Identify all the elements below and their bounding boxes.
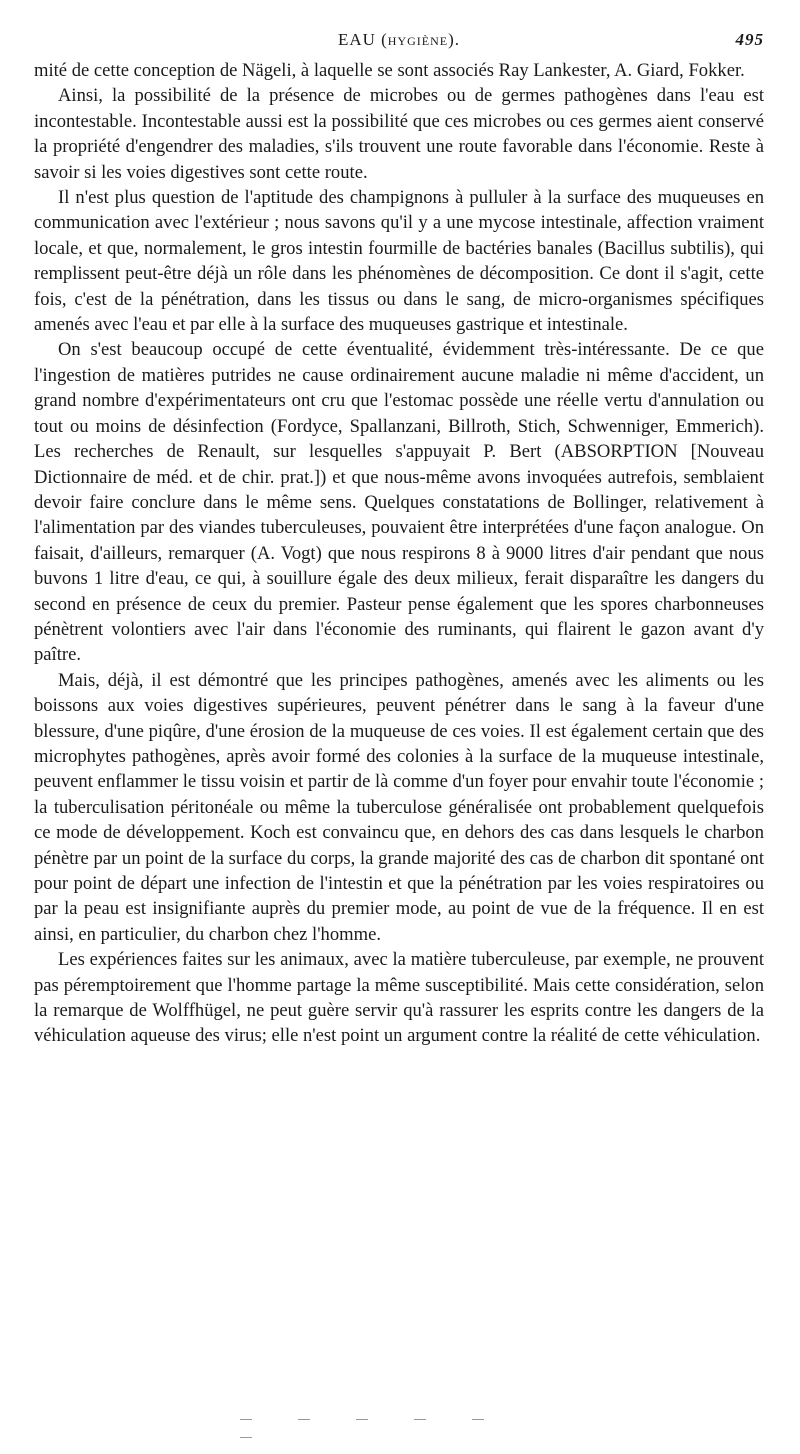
dash-mark (240, 1437, 252, 1438)
page-number: 495 (735, 30, 764, 49)
paragraph: mité de cette conception de Nägeli, à laquelle se sont associés Ray Lankester, A. Giard, Fokker. (34, 60, 745, 81)
title-small-caps: HYGIÈNE (387, 34, 449, 48)
running-header (34, 30, 764, 58)
paragraph: Il n'est plus question de l'aptitude des champignons à pulluler à la surface des muqueuses en communication avec l'extérieur ; nous savons qu'il y a une mycose intestinale, affection vraiment locale, et que, normalement, le gros intestin fourmille de bactéries banales (Bacillus subtilis), qui remplissent peut-être déjà un rôle dans les phénomènes de décomposition. Ce dont il s'agit, cette fois, c'est de la pénétration, dans les tissus ou dans le sang, de micro-organismes spécifiques amenés avec l'eau et par elle à la surface des muqueuses gastrique et intestinale. (34, 187, 764, 336)
page (34, 30, 764, 1049)
paragraph: On s'est beaucoup occupé de cette éventualité, évidemment très-intéressante. De ce que l'ingestion de matières putrides ne cause ordinairement aucune maladie ni même d'accident, un grand nombre d'expérimentateurs ont cru que l'estomac possède une réelle vertu d'annulation ou tout ou moins de désinfection (Fordyce, Spallanzani, Billroth, Stich, Schwenniger, Emmerich). Les recherches de Renault, sur lesquelles s'appuyait P. Bert (ABSORPTION [Nouveau Dictionnaire de méd. et de chir. prat.]) et que nous-même avons invoquées autrefois, semblaient devoir faire conclure dans le même sens. Quelques constatations de Bollinger, relativement à l'alimentation par des viandes tuberculeuses, pouvaient être interprétées d'une façon analogue. On faisait, d'ailleurs, remarquer (A. Vogt) que nous respirons 8 à 9000 litres d'air pendant que nous buvons 1 litre d'eau, ce qui, à souillure égale des deux milieux, ferait disparaître les dangers du second en présence de ceux du premier. Pasteur pense également que les spores charbonneuses pénètrent volontiers avec l'air dans l'économie des ruminants, qui flairent le gazon avant d'y paître. (34, 339, 764, 666)
dash-mark (414, 1419, 426, 1420)
title-end: ). (448, 30, 461, 49)
dash-mark (298, 1419, 310, 1420)
dash-mark (356, 1419, 368, 1420)
title-main: EAU ( (337, 30, 388, 49)
dash-mark (240, 1419, 252, 1420)
body-text (34, 58, 764, 1049)
paragraph: Les expériences faites sur les animaux, avec la matière tuberculeuse, par exemple, ne prouvent pas péremptoirement que l'homme partage la même susceptibilité. Mais cette considération, selon la remarque de Wolffhügel, ne peut guère servir qu'à rassurer les esprits contre les dangers de la véhiculation aqueuse des virus; elle n'est point un argument contre la réalité de cette véhiculation. (34, 949, 764, 1047)
footer-marks (240, 1410, 580, 1420)
dash-mark (472, 1419, 484, 1420)
running-title (34, 30, 764, 50)
paragraph: Ainsi, la possibilité de la présence de microbes ou de germes pathogènes dans l'eau est incontestable. Incontestable aussi est la possibilité que ces microbes ou ces germes aient conservé la propriété d'engendrer des maladies, s'ils trouvent une route favorable dans l'économie. Reste à savoir si les voies digestives sont cette route. (34, 85, 764, 183)
paragraph: Mais, déjà, il est démontré que les principes pathogènes, amenés avec les aliments ou les boissons aux voies digestives supérieures, peuvent pénétrer dans le sang à la faveur d'une blessure, d'une piqûre, d'une érosion de la muqueuse de ces voies. Il est également certain que des microphytes pathogènes, après avoir formé des colonies à la surface de la muqueuse intestinale, peuvent enflammer le tissu voisin et partir de là comme d'un foyer pour envahir toute l'économie ; la tuberculisation péritonéale ou même la tuberculose généralisée ont probablement quelquefois ce mode de développement. Koch est convaincu que, en dehors des cas dans lesquels le charbon pénètre par un point de la surface du corps, la grande majorité des cas de charbon dit spontané ont pour point de départ une infection de l'intestin et que la pénétration par les voies respiratoires ou par la peau est insignifiante auprès du premier mode, au point de vue de la fréquence. Il en est ainsi, en particulier, du charbon chez l'homme. (34, 669, 764, 945)
